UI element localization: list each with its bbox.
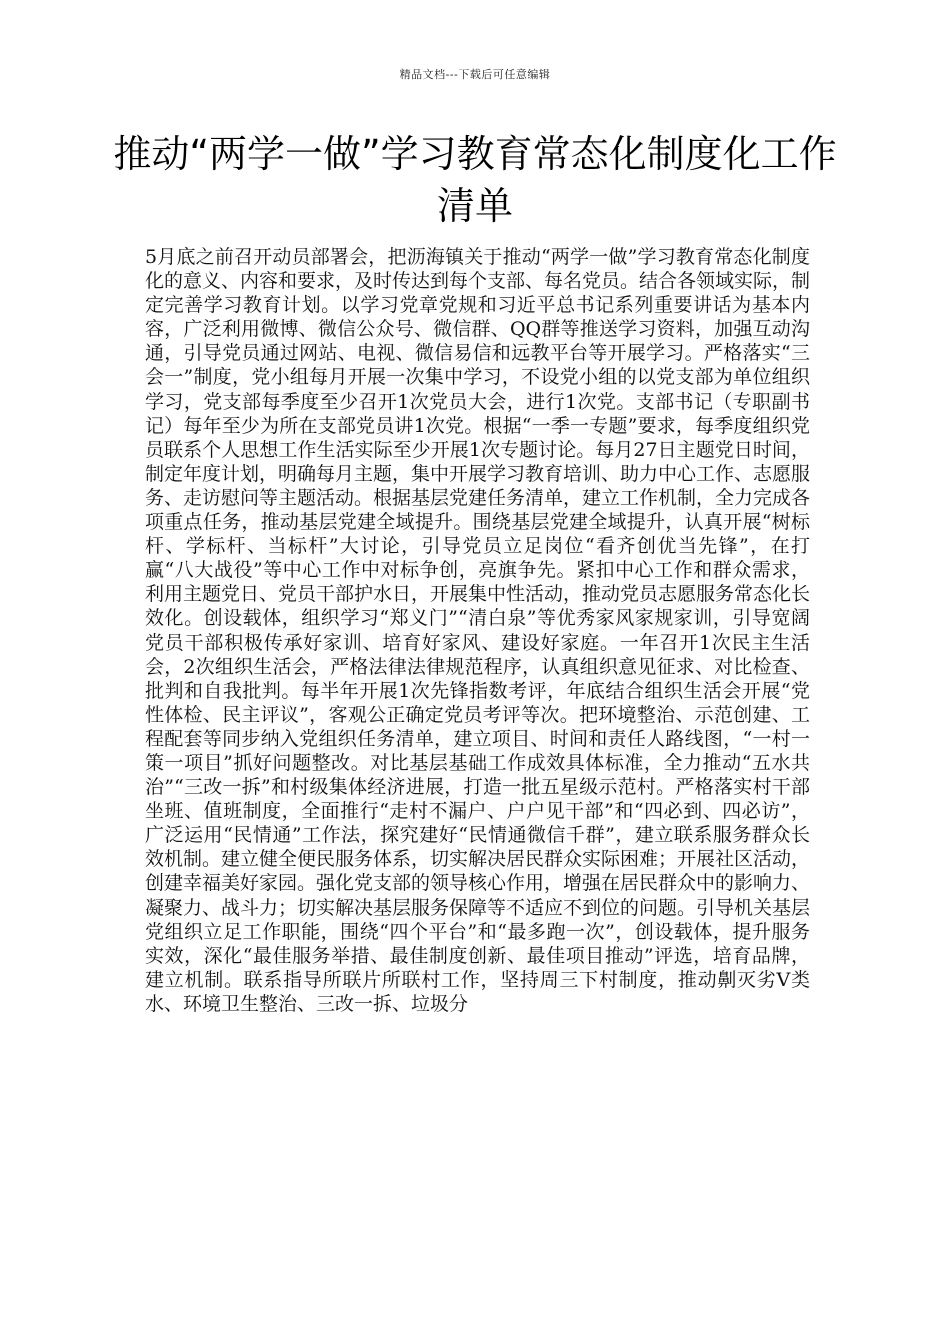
document-body-paragraph: 5月底之前召开动员部署会，把沥海镇关于推动“两学一做”学习教育常态化制度化的意义、内容和要求，及时传达到每个支部、每名党员。结合各领域实际，制定完善学习教育计划。以学习党章党规和习近平总书记系列重要讲话为基本内容，广泛利用微博、微信公众号、微信群、QQ群等推送学习资料，加强互动沟通，引导党员通过网站、电视、微信易信和远教平台等开展学习。严格落实“三会一”制度，党小组每月开展一次集中学习，不设党小组的以党支部为单位组织学习，党支部每季度至少召开1次党员大会，进行1次党。支部书记（专职副书记）每年至少为所在支部党员讲1次党。根据“一季一专题”要求，每季度组织党员联系个人思想工作生活实际至少开展1次专题讨论。每月27日主题党日时间，制定年度计划，明确每月主题，集中开展学习教育培训、助力中心工作、志愿服务、走访慰问等主题活动。根据基层党建任务清单，建立工作机制，全力完成各项重点任务，推动基层党建全域提升。围绕基层党建全域提升，认真开展“树标杆、学标杆、当标杆”大讨论，引导党员立足岗位“看齐创优当先锋”，在打赢“八大战役”等中心工作中对标争创，亮旗争先。紧扣中心工作和群众需求，利用主题党日、党员干部护水日，开展集中性活动，推动党员志愿服务常态化长效化。创设载体，组织学习“郑义门”“清白泉”等优秀家风家规家训，引导宽阔党员干部积极传承好家训、培育好家风、建设好家庭。一年召开1次民主生活会，2次组织生活会，严格法律法律规范程序，认真组织意见征求、对比检查、批判和自我批判。每半年开展1次先锋指数考评，年底结合组织生活会开展“党性体检、民主评议”，客观公正确定党员考评等次。把环境整治、示范创建、工程配套等同步纳入党组织任务清单，建立项目、时间和责任人路线图，“一村一策一项目”抓好问题整改。对比基层基础工作成效具体标准，全力推动“五水共治”“三改一拆”和村级集体经济进展，打造一批五星级示范村。严格落实村干部坐班、值班制度，全面推行“走村不漏户、户户见干部”和“四必到、四必访”，广泛运用“民情通”工作法，探究建好“民情通微信千群”，建立联系服务群众长效机制。建立健全便民服务体系，切实解决居民群众实际困难；开展社区活动，创建幸福美好家园。强化党支部的领导核心作用，增强在居民群众中的影响力、凝聚力、战斗力；切实解决基层服务保障等不适应不到位的问题。引导机关基层党组织立足工作职能，围绕“四个平台”和“最多跑一次”，创设载体，提升服务实效，深化“最佳服务举措、最佳制度创新、最佳项目推动”评选，培育品牌，建立机制。联系指导所联片所联村工作，坚持周三下村制度，推动劓灭劣Ⅴ类水、环境卫生整治、三改一拆、垃圾分	[145, 246, 811, 1015]
document-title: 推动“两学一做”学习教育常态化制度化工作清单	[113, 132, 837, 228]
page-header-note: 精品文档---下载后可任意编辑	[399, 68, 551, 81]
